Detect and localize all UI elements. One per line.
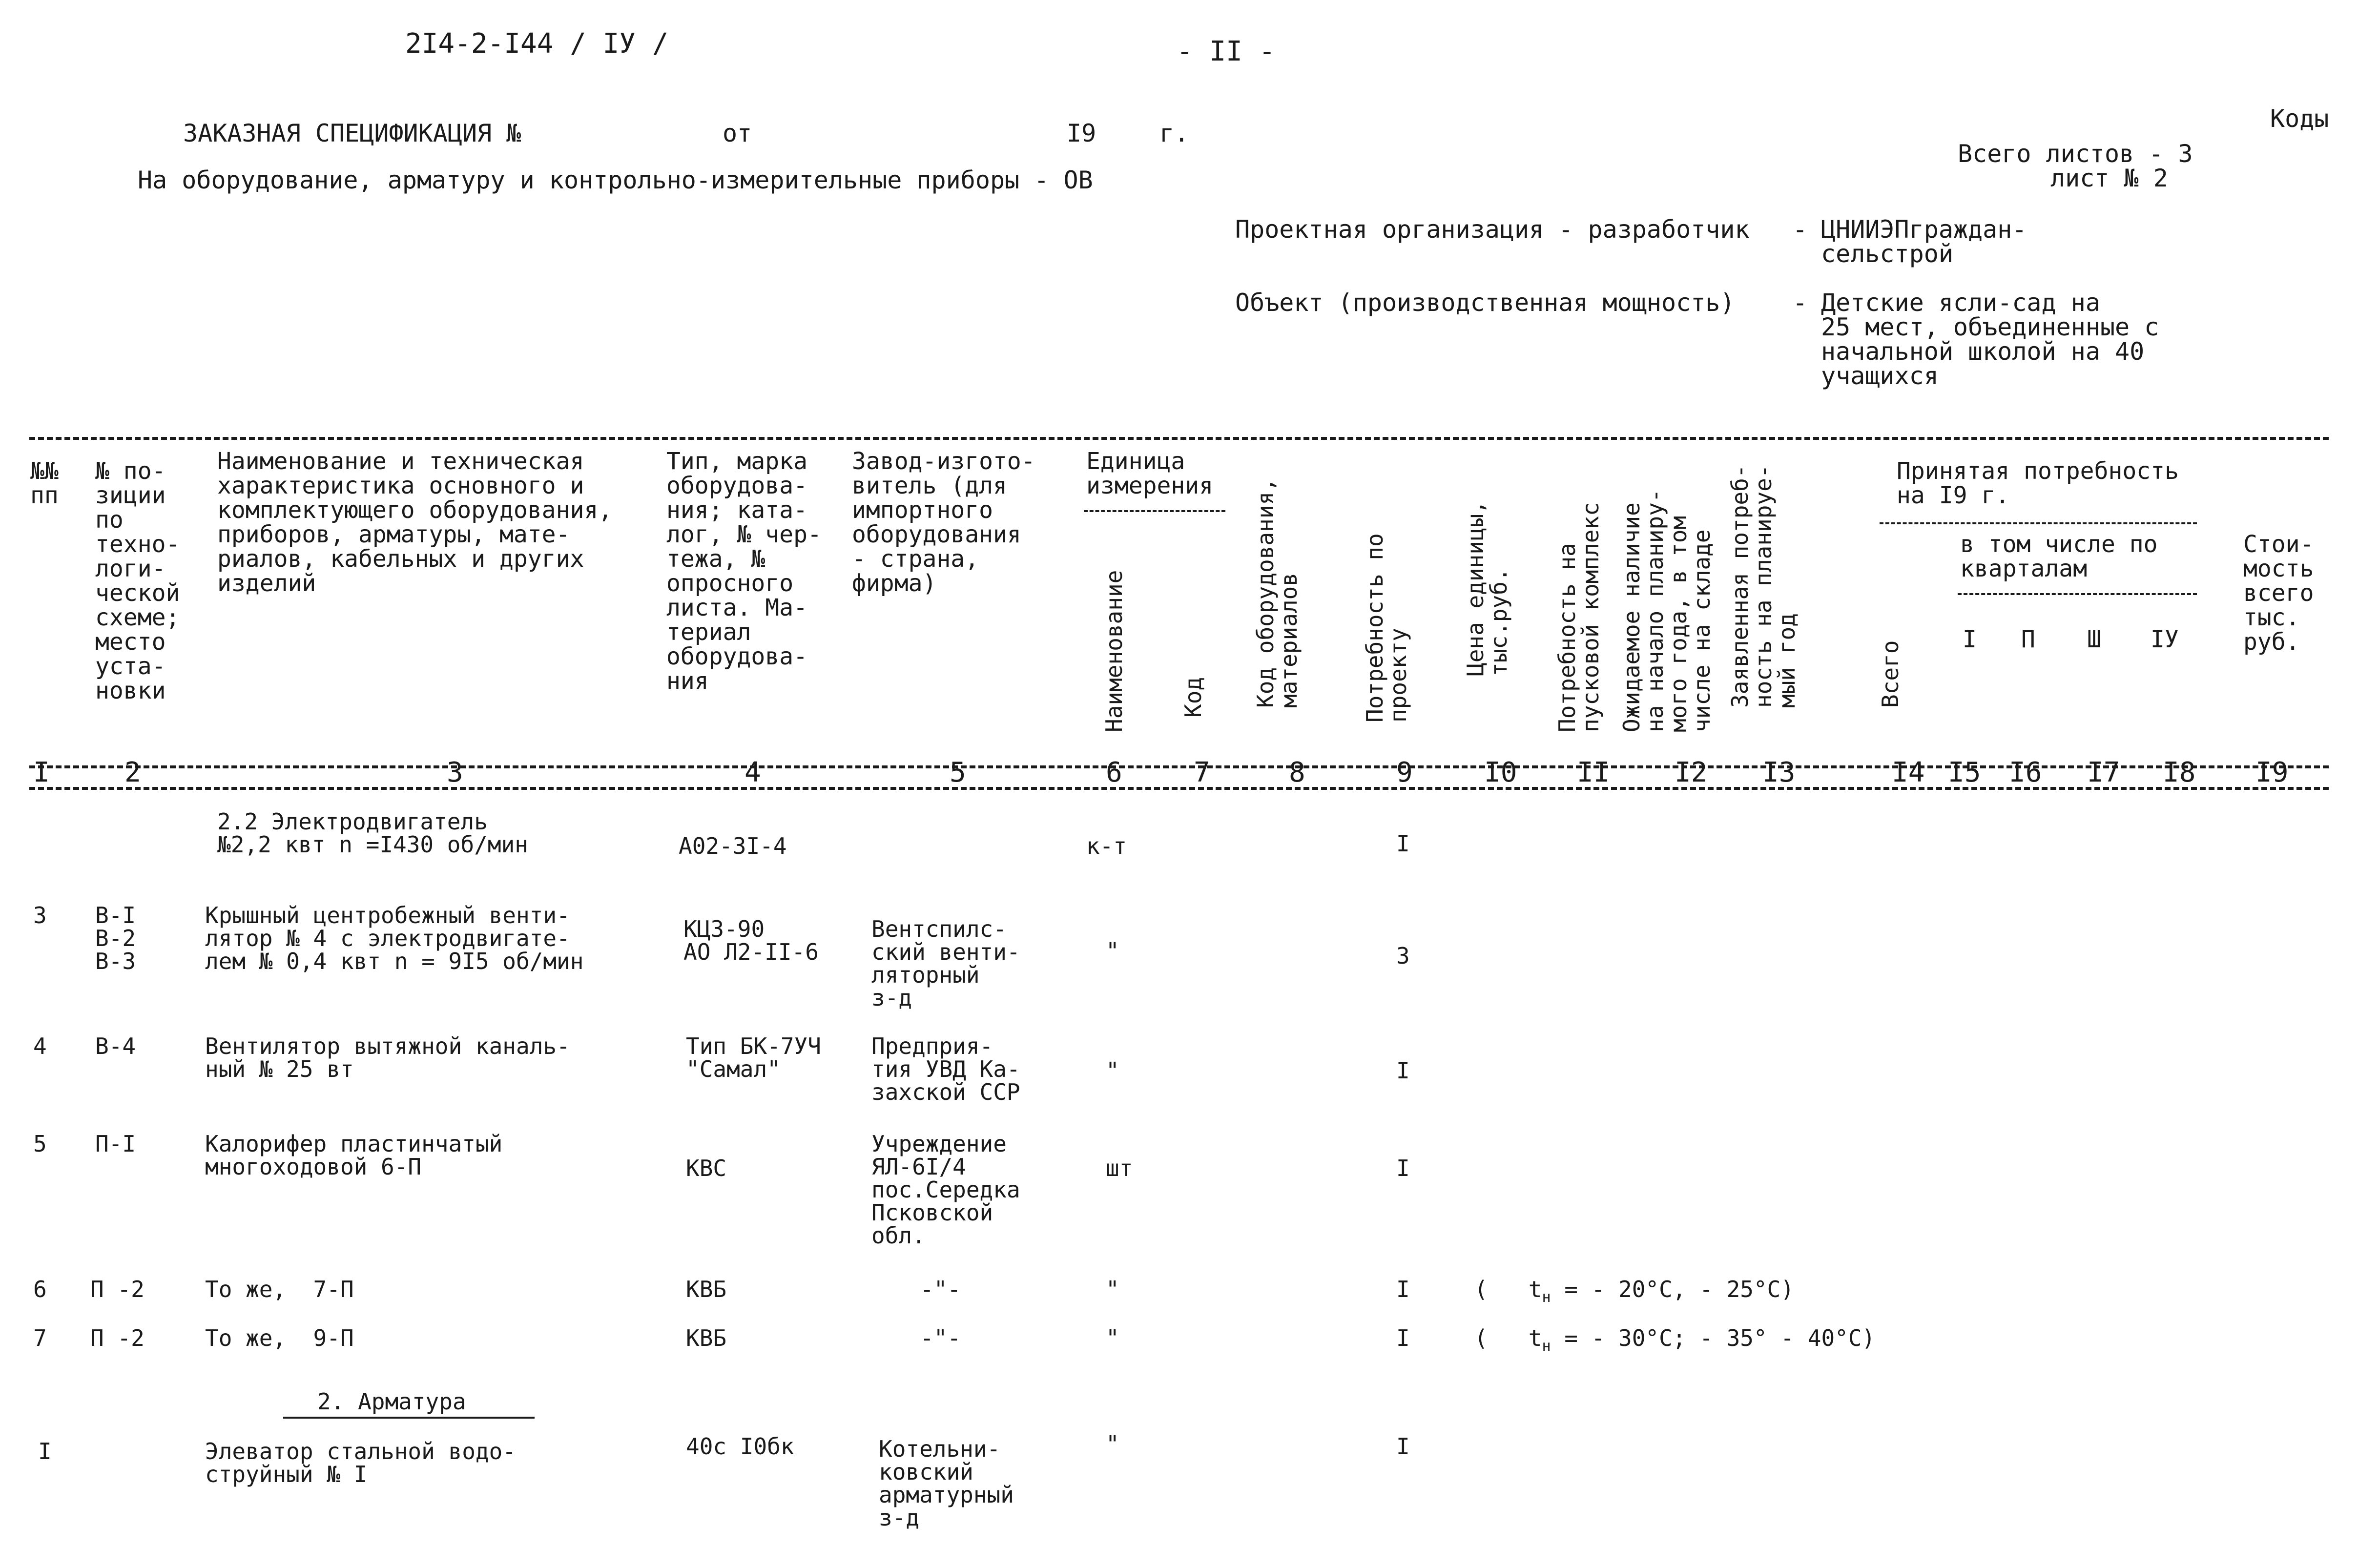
row-number: 6 [33,1276,47,1302]
section-heading-underline [283,1417,535,1419]
row-name: Вентилятор вытяжной каналь- ный № 25 вт [205,1033,570,1082]
column-numbers-top-rule [29,765,2329,768]
sheets-total: Всего листов - 3 [1958,140,2193,168]
row-qty: I [1396,1057,1410,1084]
row-type: КВС [686,1155,727,1181]
row-qty: I [1396,1276,1410,1302]
col-num-19: I9 [2255,757,2289,788]
row-unit: " [1106,1057,1119,1084]
row-unit: " [1106,1431,1119,1457]
row-unit: шт [1106,1155,1133,1181]
row-position: П -2 [90,1276,145,1302]
row-type: КВБ [686,1276,727,1302]
row-unit: " [1106,1325,1119,1351]
spec-from-label: от [723,119,752,147]
row-position: П -2 [90,1325,145,1351]
row-manufacturer: -"- [920,1325,961,1351]
row-qty: 3 [1396,943,1410,969]
col-header-quarters-group: в том числе по кварталам [1960,531,2158,582]
col-header-q2: П [2021,626,2035,653]
col-num-9: 9 [1396,757,1413,788]
col-num-17: I7 [2087,757,2120,788]
col-header-cost: Стои- мость всего тыс. руб. [2243,531,2314,656]
row-note-temperature: ( $t_н$ = - 20°C, - 25°C) [1474,1276,1795,1306]
col-header-type: Тип, марка оборудова- ния; ката- лог, № чер- тежа, № опросного листа. Ма- териал оборудова- ния [666,448,822,695]
column-numbers-bottom-rule [29,787,2329,790]
col-num-10: I0 [1484,757,1517,788]
col-header-declared-need: Заявленная потреб- ность на планируе- мый год [1727,464,1800,708]
col-num-1: I [33,757,50,788]
col-header-number: №№ пп [30,457,59,509]
row-qty: I [1396,1155,1410,1181]
spec-title: ЗАКАЗНАЯ СПЕЦИФИКАЦИЯ № [183,119,521,147]
row-manufacturer: Котельни- ковский арматурный з-д [879,1436,1014,1531]
organization-label: Проектная организация - разработчик [1235,215,1750,244]
document-code: 2I4-2-I44 / IУ / [405,28,669,60]
col-num-7: 7 [1194,757,1210,788]
col-num-15: I5 [1948,757,1981,788]
col-num-16: I6 [2009,757,2042,788]
row-type: 40с I0бк [686,1433,794,1460]
unit-group-rule [1084,510,1225,512]
col-num-4: 4 [745,757,761,788]
row-position: В-4 [95,1033,136,1059]
col-header-q4: IУ [2151,626,2179,653]
col-num-18: I8 [2163,757,2196,788]
row-manufacturer: Учреждение ЯЛ-6I/4 пос.Середка Псковской обл. [871,1131,1020,1249]
col-num-13: I3 [1762,757,1796,788]
col-num-3: 3 [447,757,463,788]
row-type: А02-3I-4 [679,833,787,859]
spec-year-suffix: г. [1159,119,1189,147]
row-unit: к-т [1086,833,1127,859]
row-number: I [38,1438,52,1465]
col-header-accepted-group: Принятая потребность на I9 г. [1897,457,2179,509]
row-number: 5 [33,1131,47,1157]
organization-dash: - [1793,215,1808,244]
sheets-current: лист № 2 [2050,164,2168,192]
row-manufacturer: Вентспилс- ский венти- ляторный з-д [871,916,1020,1011]
col-num-8: 8 [1289,757,1305,788]
row-name: 2.2 Электродвигатель №2,2 квт n =I430 об/мин [217,808,528,858]
col-num-5: 5 [950,757,966,788]
row-number: 7 [33,1325,47,1351]
row-type: КЦЗ-90 АО Л2-II-6 [683,916,819,965]
quarters-group-rule [1958,593,2197,595]
col-header-unit-code: Код [1180,677,1206,718]
col-header-q3: Ш [2087,626,2101,653]
col-header-unit-group: Единица измерения [1086,448,1214,499]
col-header-unit-price: Цена единицы, тыс.руб. [1462,500,1512,676]
row-position: П-I [95,1131,136,1157]
col-header-total: Всего [1877,640,1903,708]
row-manufacturer: Предприя- тия УВД Ка- захской ССР [871,1033,1020,1105]
spec-year: I9 [1067,119,1096,147]
row-number: 3 [33,902,47,928]
col-num-6: 6 [1106,757,1122,788]
row-name: То же, 9-П [205,1325,354,1351]
row-unit: " [1106,938,1119,964]
codes-label: Коды [2270,104,2329,133]
row-qty: I [1396,1325,1410,1351]
row-note-temperature: ( $t_н$ = - 30°C; - 35° - 40°C) [1474,1325,1876,1355]
row-name: То же, 7-П [205,1276,354,1302]
row-name: Элеватор стальной водо- струйный № I [205,1438,516,1487]
col-num-2: 2 [124,757,141,788]
page-number: - II - [1177,36,1276,67]
row-type: КВБ [686,1325,727,1351]
row-unit: " [1106,1276,1119,1302]
organization-value: ЦНИИЭПграждан- сельстрой [1821,215,2027,268]
col-num-14: I4 [1892,757,1925,788]
row-number: 4 [33,1033,47,1059]
col-header-expected-stock: Ожидаемое наличие на начало планиру- мого года, в том числе на складе [1618,489,1715,732]
object-value: Детские ясли-сад на 25 мест, объединенные с начальной школой на 40 учащихся [1821,289,2159,390]
col-header-q1: I [1963,626,1977,653]
row-name: Калорифер пластинчатый многоходовой 6-П [205,1131,503,1180]
accepted-group-rule [1880,522,2197,524]
row-manufacturer: -"- [920,1276,961,1302]
row-qty: I [1396,1433,1410,1460]
col-header-startup-need: Потребность на пусковой комплекс [1554,502,1604,732]
row-position: В-I В-2 В-3 [95,902,136,974]
col-header-project-need: Потребность по проекту [1362,533,1411,722]
col-header-position: № по- зиции по техно- логи- ческой схеме; место уста- новки [95,457,180,704]
row-qty: I [1396,830,1410,857]
col-header-material-code: Код оборудования, материалов [1252,478,1302,708]
row-name: Крышный центробежный венти- лятор № 4 с электродвигате- лем № 0,4 квт n = 9I5 об/мин [205,902,584,974]
row-type: Тип БК-7УЧ "Самал" [686,1033,821,1082]
section-heading: 2. Арматура [317,1388,466,1415]
object-dash: - [1793,289,1808,317]
col-num-11: II [1577,757,1610,788]
table-top-rule [29,437,2329,440]
col-header-manufacturer: Завод-изгото- витель (для импортного оборудования - страна, фирма) [852,448,1035,597]
col-header-unit-name: Наименование [1101,570,1127,732]
object-label: Объект (производственная мощность) [1235,289,1735,317]
col-header-name: Наименование и техническая характеристика основного и комплектующего оборудования, приборов, арматуры, мате- риалов, кабельных и других изделий [217,448,613,597]
col-num-12: I2 [1675,757,1708,788]
spec-subtitle: На оборудование, арматуру и контрольно-измерительные приборы - ОВ [138,166,1093,194]
